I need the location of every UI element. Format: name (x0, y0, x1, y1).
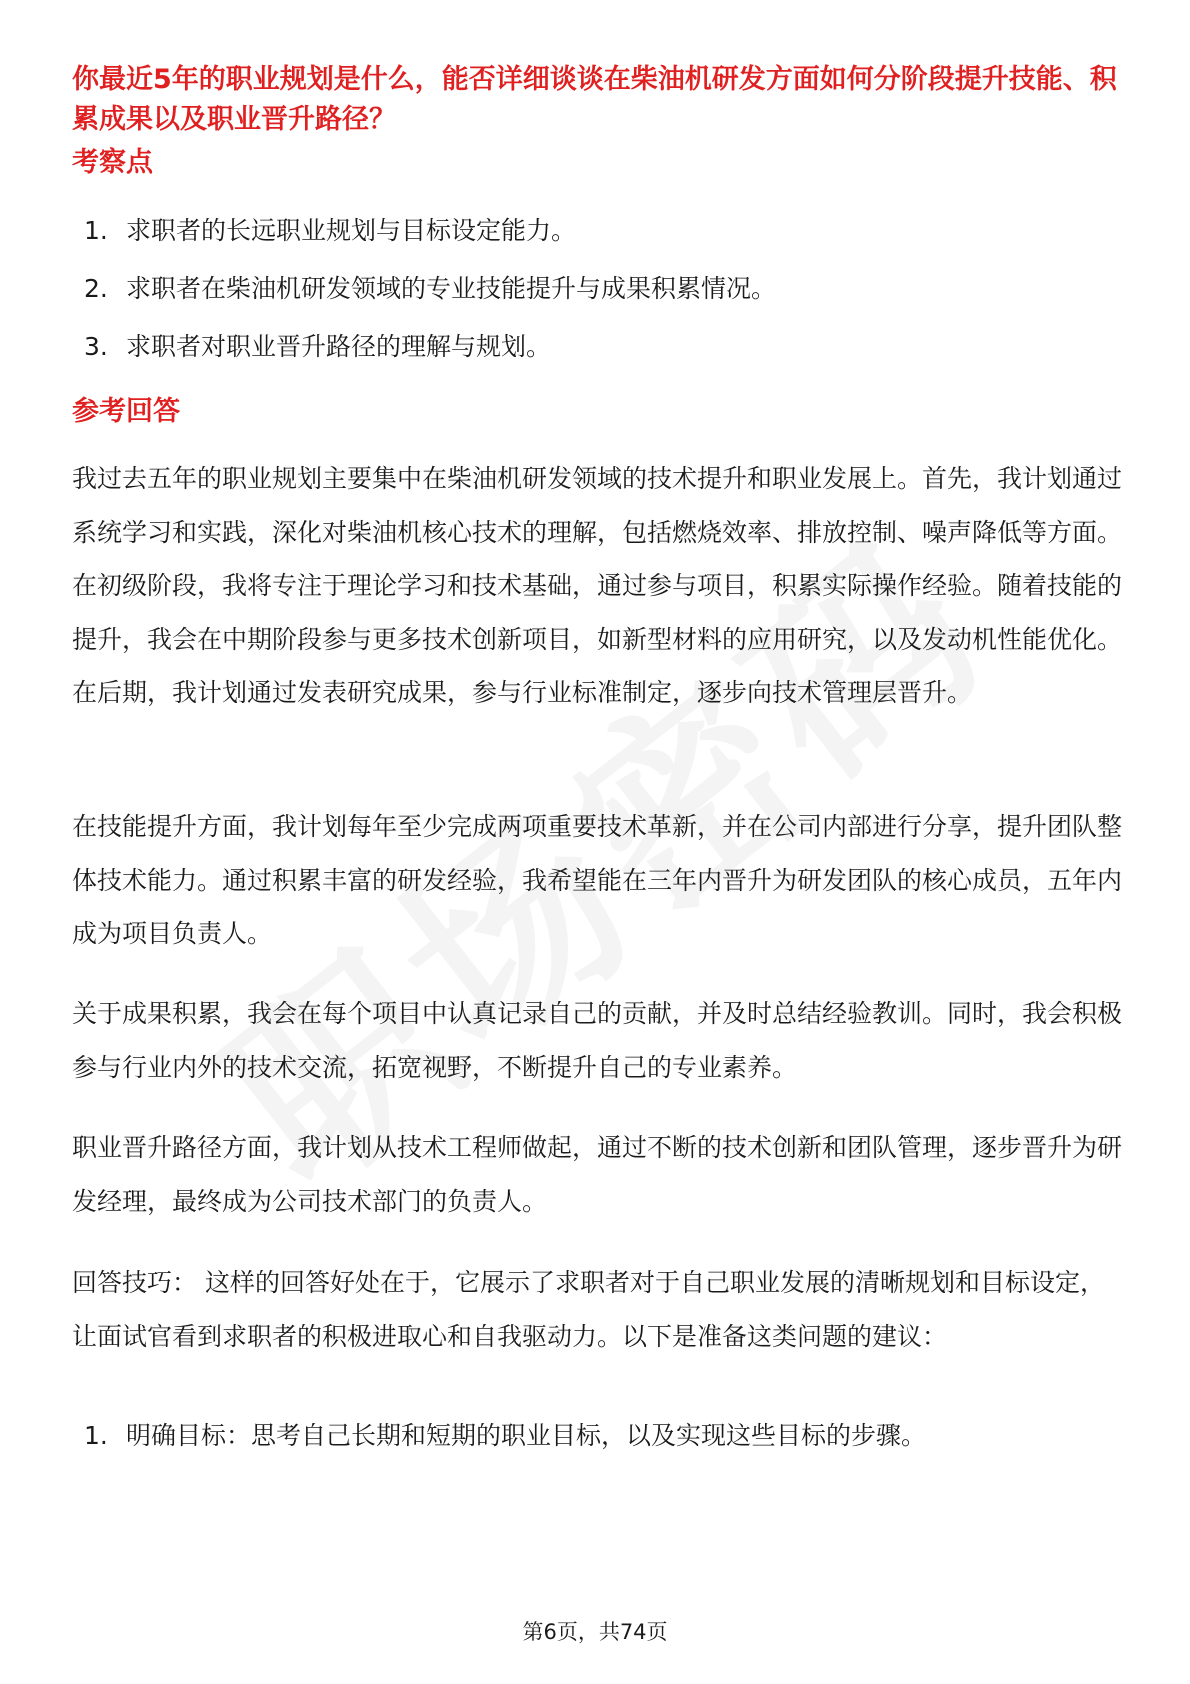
list-item-number: 1. (84, 1421, 108, 1450)
answer-paragraph-4: 职业晋升路径方面，我计划从技术工程师做起，通过不断的技术创新和团队管理，逐步晋升为研发经理，最终成为公司技术部门的负责人。 (72, 1133, 1123, 1216)
list-item (84, 1418, 926, 1454)
list-item-text: 求职者的长远职业规划与目标设定能力。 (126, 216, 577, 245)
list-item (84, 271, 776, 307)
list-item-number: 3. (84, 332, 108, 361)
answer-paragraph-2: 在技能提升方面，我计划每年至少完成两项重要技术革新，并在公司内部进行分享，提升团队整体技术能力。通过积累丰富的研发经验，我希望能在三年内晋升为研发团队的核心成员，五年内成为项目负责人。 (72, 812, 1123, 948)
section-title-cankao: 参考回答 (72, 396, 180, 427)
section-title-kaochadian: 考察点 (72, 147, 153, 178)
question-heading: 你最近5年的职业规划是什么，能否详细谈谈在柴油机研发方面如何分阶段提升技能、积累成果以及职业晋升路径？ (72, 64, 1117, 135)
kaochadian-list (84, 213, 776, 387)
list-item-text: 明确目标：思考自己长期和短期的职业目标，以及实现这些目标的步骤。 (126, 1421, 927, 1450)
list-item-number: 1. (84, 216, 108, 245)
answer-tips-paragraph: 回答技巧： 这样的回答好处在于，它展示了求职者对于自己职业发展的清晰规划和目标设定，让面试官看到求职者的积极进取心和自我驱动力。以下是准备这类问题的建议： (72, 1268, 1105, 1351)
list-item-text: 求职者在柴油机研发领域的专业技能提升与成果积累情况。 (126, 274, 777, 303)
list-item-text: 求职者对职业晋升路径的理解与规划。 (126, 332, 552, 361)
list-item-number: 2. (84, 274, 108, 303)
tips-list (84, 1418, 926, 1476)
list-item (84, 329, 776, 365)
answer-paragraph-1: 我过去五年的职业规划主要集中在柴油机研发领域的技术提升和职业发展上。首先，我计划通过系统学习和实践，深化对柴油机核心技术的理解，包括燃烧效率、排放控制、噪声降低等方面。在初级阶段，我将专注于理论学习和技术基础，通过参与项目，积累实际操作经验。随着技能的提升，我会在中期阶段参与更多技术创新项目，如新型材料的应用研究，以及发动机性能优化。在后期，我计划通过发表研究成果，参与行业标准制定，逐步向技术管理层晋升。 (72, 464, 1123, 707)
list-item (84, 213, 776, 249)
answer-paragraph-3: 关于成果积累，我会在每个项目中认真记录自己的贡献，并及时总结经验教训。同时，我会积极参与行业内外的技术交流，拓宽视野，不断提升自己的专业素养。 (72, 999, 1123, 1082)
page-footer: 第6页，共74页 (522, 1620, 668, 1644)
